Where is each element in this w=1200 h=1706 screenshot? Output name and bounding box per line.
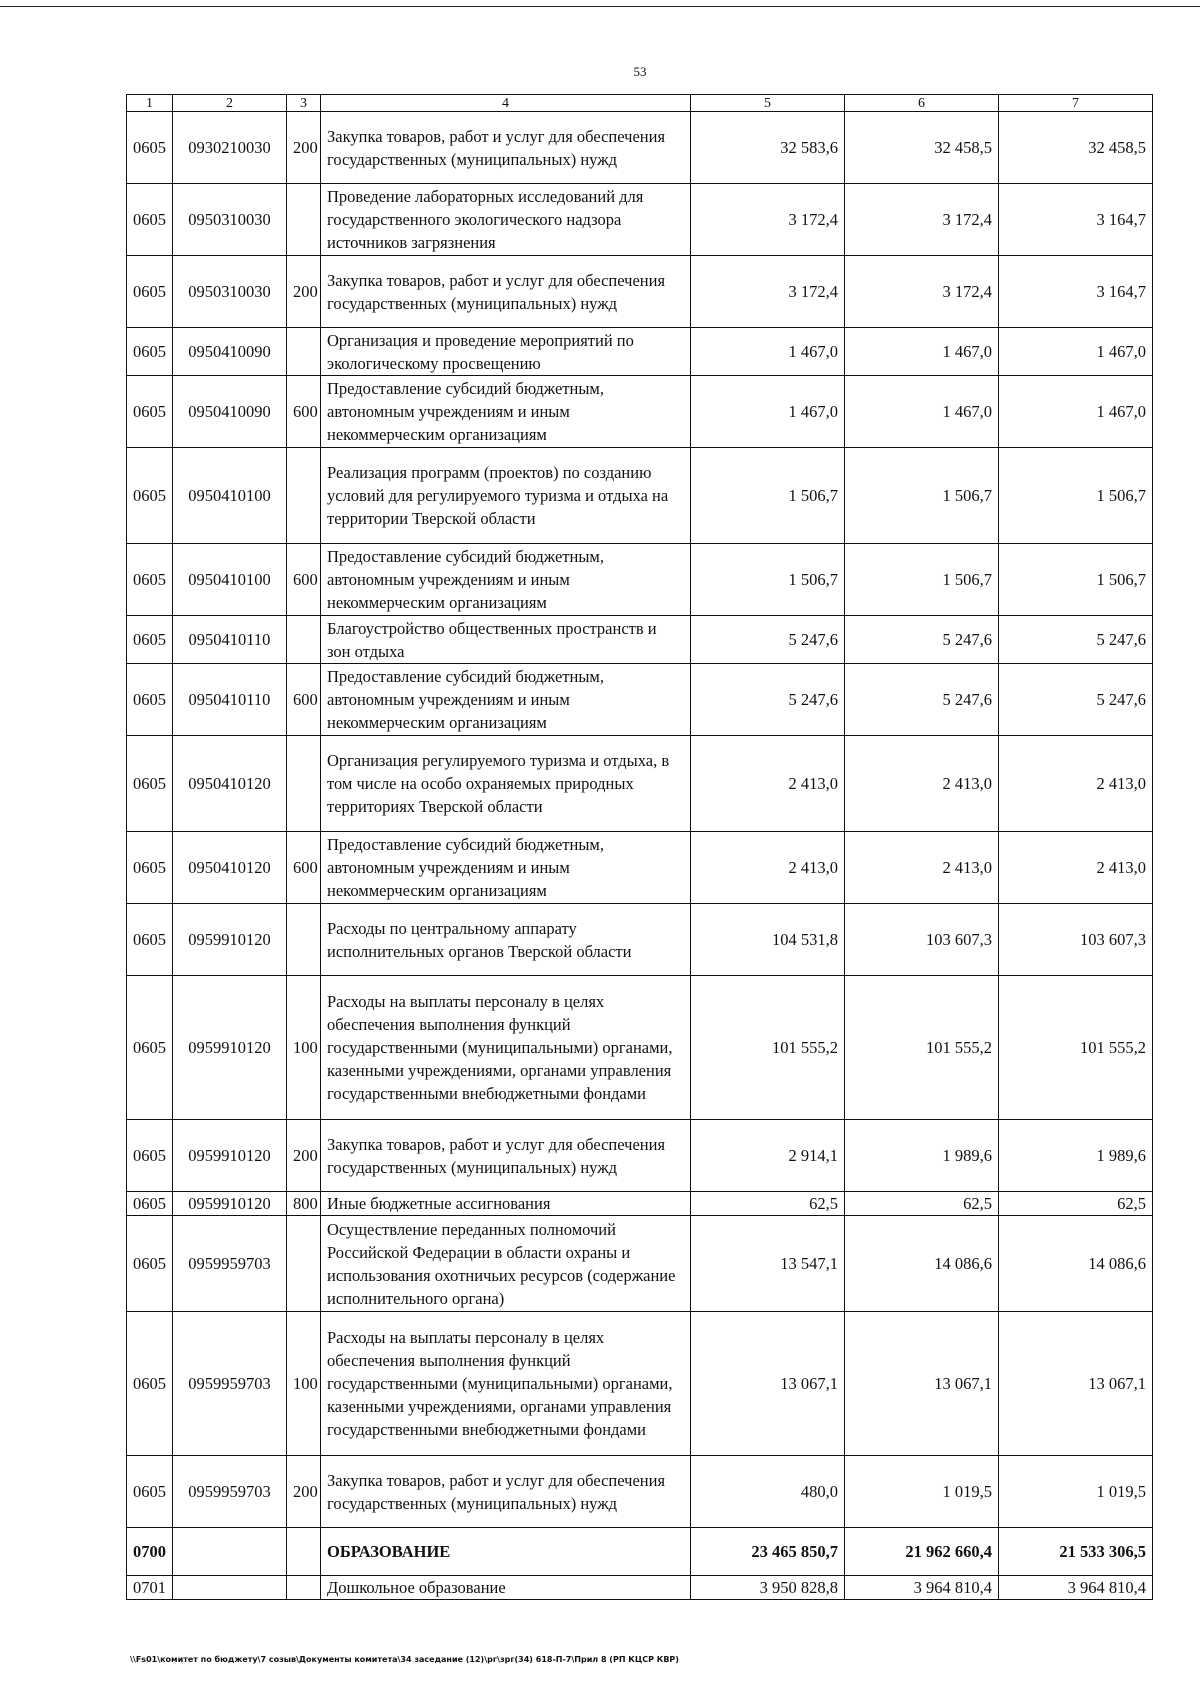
expense-type-code: 800 <box>287 1192 321 1216</box>
amount-year-1: 1 467,0 <box>691 376 845 448</box>
table-row <box>127 448 1153 544</box>
page-number: 53 <box>633 64 647 79</box>
amount-year-3: 101 555,2 <box>999 976 1153 1120</box>
target-article-code: 0959910120 <box>173 1120 287 1192</box>
target-article-code: 0930210030 <box>173 112 287 184</box>
target-article-code: 0950410090 <box>173 376 287 448</box>
amount-year-2: 103 607,3 <box>845 904 999 976</box>
table-row <box>127 664 1153 736</box>
item-description: ОБРАЗОВАНИЕ <box>321 1528 691 1576</box>
top-rule <box>0 6 1200 7</box>
amount-year-2: 32 458,5 <box>845 112 999 184</box>
section-code: 0605 <box>127 376 173 448</box>
expense-type-code <box>287 328 321 376</box>
column-number-row <box>127 95 1153 112</box>
amount-year-2: 1 019,5 <box>845 1456 999 1528</box>
amount-year-2: 62,5 <box>845 1192 999 1216</box>
section-code: 0605 <box>127 544 173 616</box>
footer-file-path: \\Fs01\комитет по бюджету\7 созыв\Документы комитета\34 заседание (12)\рг\зрг(34) 618-П-7\Прил 8 (РП КЦСР КВР) <box>130 1655 679 1664</box>
table-row <box>127 616 1153 664</box>
column-header: 5 <box>691 95 845 112</box>
amount-year-1: 3 172,4 <box>691 256 845 328</box>
item-description: Проведение лабораторных исследований для государственного экологического надзора источников загрязнения <box>321 184 691 256</box>
target-article-code: 0950410110 <box>173 664 287 736</box>
item-description: Организация и проведение мероприятий по экологическому просвещению <box>321 328 691 376</box>
column-header: 2 <box>173 95 287 112</box>
table-row <box>127 976 1153 1120</box>
amount-year-3: 1 506,7 <box>999 448 1153 544</box>
amount-year-2: 1 467,0 <box>845 376 999 448</box>
section-code: 0605 <box>127 904 173 976</box>
target-article-code: 0959910120 <box>173 976 287 1120</box>
amount-year-2: 13 067,1 <box>845 1312 999 1456</box>
expense-type-code: 600 <box>287 832 321 904</box>
target-article-code: 0950310030 <box>173 256 287 328</box>
item-description: Благоустройство общественных пространств и зон отдыха <box>321 616 691 664</box>
expense-type-code: 200 <box>287 112 321 184</box>
item-description: Предоставление субсидий бюджетным, автономным учреждениям и иным некоммерческим организациям <box>321 832 691 904</box>
amount-year-1: 2 914,1 <box>691 1120 845 1192</box>
table-row <box>127 1312 1153 1456</box>
item-description: Закупка товаров, работ и услуг для обеспечения государственных (муниципальных) нужд <box>321 112 691 184</box>
item-description: Организация регулируемого туризма и отдыха, в том числе на особо охраняемых природных территориях Тверской области <box>321 736 691 832</box>
column-header: 7 <box>999 95 1153 112</box>
amount-year-2: 1 467,0 <box>845 328 999 376</box>
amount-year-2: 21 962 660,4 <box>845 1528 999 1576</box>
table-row <box>127 1120 1153 1192</box>
table-row <box>127 328 1153 376</box>
item-description: Реализация программ (проектов) по созданию условий для регулируемого туризма и отдыха на территории Тверской области <box>321 448 691 544</box>
section-code: 0605 <box>127 1120 173 1192</box>
table-row <box>127 904 1153 976</box>
amount-year-1: 5 247,6 <box>691 616 845 664</box>
amount-year-1: 13 547,1 <box>691 1216 845 1312</box>
amount-year-2: 1 506,7 <box>845 448 999 544</box>
amount-year-3: 3 964 810,4 <box>999 1576 1153 1600</box>
amount-year-2: 14 086,6 <box>845 1216 999 1312</box>
target-article-code: 0950410110 <box>173 616 287 664</box>
expense-type-code <box>287 904 321 976</box>
amount-year-3: 3 164,7 <box>999 256 1153 328</box>
amount-year-1: 1 506,7 <box>691 448 845 544</box>
table-row <box>127 544 1153 616</box>
amount-year-1: 101 555,2 <box>691 976 845 1120</box>
amount-year-3: 13 067,1 <box>999 1312 1153 1456</box>
table-row <box>127 1216 1153 1312</box>
table-row <box>127 112 1153 184</box>
target-article-code: 0959959703 <box>173 1312 287 1456</box>
item-description: Закупка товаров, работ и услуг для обеспечения государственных (муниципальных) нужд <box>321 256 691 328</box>
table-row <box>127 832 1153 904</box>
amount-year-1: 5 247,6 <box>691 664 845 736</box>
amount-year-3: 3 164,7 <box>999 184 1153 256</box>
amount-year-2: 3 172,4 <box>845 256 999 328</box>
item-description: Предоставление субсидий бюджетным, автономным учреждениям и иным некоммерческим организациям <box>321 376 691 448</box>
amount-year-1: 1 506,7 <box>691 544 845 616</box>
item-description: Осуществление переданных полномочий Российской Федерации в области охраны и использования охотничьих ресурсов (содержание исполнительного органа) <box>321 1216 691 1312</box>
amount-year-1: 23 465 850,7 <box>691 1528 845 1576</box>
amount-year-1: 32 583,6 <box>691 112 845 184</box>
table-row <box>127 184 1153 256</box>
amount-year-3: 21 533 306,5 <box>999 1528 1153 1576</box>
amount-year-2: 2 413,0 <box>845 736 999 832</box>
amount-year-1: 3 950 828,8 <box>691 1576 845 1600</box>
expense-type-code: 200 <box>287 256 321 328</box>
amount-year-3: 5 247,6 <box>999 664 1153 736</box>
amount-year-1: 2 413,0 <box>691 736 845 832</box>
amount-year-2: 5 247,6 <box>845 664 999 736</box>
amount-year-2: 3 172,4 <box>845 184 999 256</box>
section-code: 0605 <box>127 1216 173 1312</box>
amount-year-1: 13 067,1 <box>691 1312 845 1456</box>
amount-year-1: 1 467,0 <box>691 328 845 376</box>
target-article-code: 0950410090 <box>173 328 287 376</box>
amount-year-2: 1 506,7 <box>845 544 999 616</box>
target-article-code: 0950410120 <box>173 832 287 904</box>
amount-year-1: 104 531,8 <box>691 904 845 976</box>
amount-year-3: 1 989,6 <box>999 1120 1153 1192</box>
expense-type-code <box>287 736 321 832</box>
section-code: 0605 <box>127 448 173 544</box>
amount-year-3: 2 413,0 <box>999 736 1153 832</box>
amount-year-3: 1 019,5 <box>999 1456 1153 1528</box>
section-code: 0605 <box>127 1456 173 1528</box>
target-article-code <box>173 1576 287 1600</box>
expense-type-code: 200 <box>287 1120 321 1192</box>
column-header: 6 <box>845 95 999 112</box>
item-description: Дошкольное образование <box>321 1576 691 1600</box>
target-article-code <box>173 1528 287 1576</box>
expense-type-code <box>287 448 321 544</box>
item-description: Расходы по центральному аппарату исполнительных органов Тверской области <box>321 904 691 976</box>
target-article-code: 0959959703 <box>173 1456 287 1528</box>
expense-type-code <box>287 184 321 256</box>
target-article-code: 0950310030 <box>173 184 287 256</box>
table-row <box>127 1528 1153 1576</box>
section-code: 0605 <box>127 616 173 664</box>
expense-type-code: 200 <box>287 1456 321 1528</box>
expense-type-code: 100 <box>287 976 321 1120</box>
target-article-code: 0959910120 <box>173 1192 287 1216</box>
table-row <box>127 256 1153 328</box>
section-code: 0605 <box>127 1312 173 1456</box>
amount-year-3: 14 086,6 <box>999 1216 1153 1312</box>
expense-type-code <box>287 1216 321 1312</box>
section-code: 0605 <box>127 976 173 1120</box>
amount-year-1: 480,0 <box>691 1456 845 1528</box>
amount-year-3: 103 607,3 <box>999 904 1153 976</box>
amount-year-2: 1 989,6 <box>845 1120 999 1192</box>
budget-table <box>126 94 1153 1600</box>
column-header: 3 <box>287 95 321 112</box>
target-article-code: 0950410100 <box>173 544 287 616</box>
expense-type-code: 600 <box>287 664 321 736</box>
section-code: 0700 <box>127 1528 173 1576</box>
amount-year-3: 5 247,6 <box>999 616 1153 664</box>
item-description: Расходы на выплаты персоналу в целях обеспечения выполнения функций государственными (муниципальными) органами, казенными учреждениями, органами управления государственными внебюджетными фондами <box>321 1312 691 1456</box>
amount-year-3: 1 506,7 <box>999 544 1153 616</box>
expense-type-code <box>287 616 321 664</box>
item-description: Предоставление субсидий бюджетным, автономным учреждениям и иным некоммерческим организациям <box>321 544 691 616</box>
amount-year-2: 5 247,6 <box>845 616 999 664</box>
expense-type-code: 600 <box>287 376 321 448</box>
section-code: 0701 <box>127 1576 173 1600</box>
section-code: 0605 <box>127 112 173 184</box>
column-header: 4 <box>321 95 691 112</box>
expense-type-code: 100 <box>287 1312 321 1456</box>
target-article-code: 0950410100 <box>173 448 287 544</box>
amount-year-3: 1 467,0 <box>999 328 1153 376</box>
item-description: Предоставление субсидий бюджетным, автономным учреждениям и иным некоммерческим организациям <box>321 664 691 736</box>
amount-year-3: 2 413,0 <box>999 832 1153 904</box>
table-row <box>127 736 1153 832</box>
item-description: Расходы на выплаты персоналу в целях обеспечения выполнения функций государственными (муниципальными) органами, казенными учреждениями, органами управления государственными внебюджетными фондами <box>321 976 691 1120</box>
section-code: 0605 <box>127 328 173 376</box>
amount-year-2: 101 555,2 <box>845 976 999 1120</box>
section-code: 0605 <box>127 832 173 904</box>
table-row <box>127 376 1153 448</box>
section-code: 0605 <box>127 736 173 832</box>
item-description: Закупка товаров, работ и услуг для обеспечения государственных (муниципальных) нужд <box>321 1120 691 1192</box>
amount-year-1: 3 172,4 <box>691 184 845 256</box>
amount-year-2: 3 964 810,4 <box>845 1576 999 1600</box>
expense-type-code <box>287 1528 321 1576</box>
section-code: 0605 <box>127 664 173 736</box>
item-description: Иные бюджетные ассигнования <box>321 1192 691 1216</box>
amount-year-1: 62,5 <box>691 1192 845 1216</box>
column-header: 1 <box>127 95 173 112</box>
amount-year-1: 2 413,0 <box>691 832 845 904</box>
table-row <box>127 1456 1153 1528</box>
expense-type-code: 600 <box>287 544 321 616</box>
section-code: 0605 <box>127 1192 173 1216</box>
table-row <box>127 1576 1153 1600</box>
amount-year-3: 32 458,5 <box>999 112 1153 184</box>
target-article-code: 0959959703 <box>173 1216 287 1312</box>
item-description: Закупка товаров, работ и услуг для обеспечения государственных (муниципальных) нужд <box>321 1456 691 1528</box>
table-row <box>127 1192 1153 1216</box>
target-article-code: 0959910120 <box>173 904 287 976</box>
table-body <box>127 112 1153 1600</box>
target-article-code: 0950410120 <box>173 736 287 832</box>
amount-year-3: 1 467,0 <box>999 376 1153 448</box>
section-code: 0605 <box>127 256 173 328</box>
expense-type-code <box>287 1576 321 1600</box>
amount-year-2: 2 413,0 <box>845 832 999 904</box>
amount-year-3: 62,5 <box>999 1192 1153 1216</box>
section-code: 0605 <box>127 184 173 256</box>
